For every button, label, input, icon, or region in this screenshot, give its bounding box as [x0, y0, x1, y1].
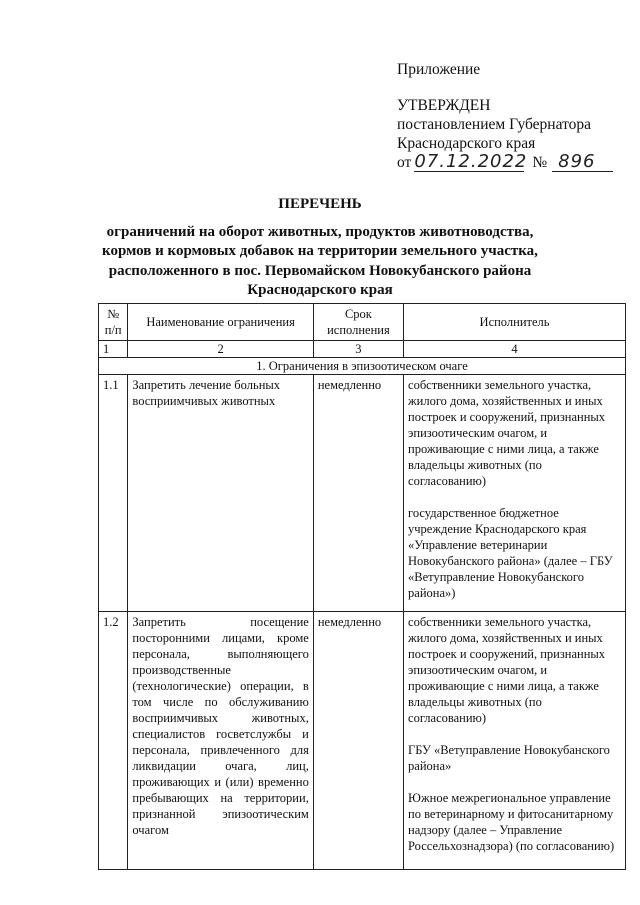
- table-row: [99, 612, 626, 870]
- row-name: Запретить лечение больных восприимчивых животных: [128, 375, 313, 612]
- title-line-3: расположенного в пос. Первомайском Новокубанского района: [108, 262, 532, 279]
- column-number-1: 1: [99, 341, 128, 358]
- row-executors: [404, 612, 626, 870]
- header-term: Срок исполнения: [313, 304, 403, 341]
- title-line-1: ограничений на оборот животных, продуктов животноводства,: [106, 223, 534, 240]
- handwritten-number: 896: [552, 153, 613, 172]
- row-term: немедленно: [313, 375, 403, 612]
- header-executor: Исполнитель: [404, 304, 626, 341]
- executor-item: собственники земельного участка, жилого дома, хозяйственных и иных построек и сооружений, признанных эпизоотическим очагом, и проживающие с ними лица, а также владельцы животных (по согласованию): [408, 378, 606, 488]
- column-number-3: 3: [313, 341, 403, 358]
- table-row: [99, 375, 626, 612]
- document-title: [80, 195, 560, 301]
- approval-line-2: Краснодарского края: [397, 135, 536, 152]
- executor-item: ГБУ «Ветуправление Новокубанского района»: [408, 743, 610, 773]
- restrictions-table: [98, 303, 626, 870]
- title-line-4: Краснодарского края: [247, 282, 393, 298]
- column-number-4: 4: [404, 341, 626, 358]
- title-heading: ПЕРЕЧЕНЬ: [278, 196, 362, 212]
- approval-line-1: постановлением Губернатора: [397, 116, 592, 133]
- row-name: Запретить посещение посторонними лицами, кроме персонала, выполняющего производственные (технологические) операции, в том числе по обслуживанию восприимчивых животных, специалистов госветслужбы и персонала, привлеченного для ликвидации очага, лиц, проживающих и (или) временно пребывающих на территории, признанной эпизоотическим очагом: [128, 612, 313, 870]
- approved-label: УТВЕРЖДЕН: [397, 97, 491, 114]
- header-num: № п/п: [99, 304, 128, 341]
- approval-date-line: [397, 153, 627, 172]
- executor-item: Южное межрегиональное управление по ветеринарному и фитосанитарному надзору (далее – Управление Россельхознадзора) (по согласованию): [408, 791, 615, 853]
- row-num: 1.2: [99, 612, 128, 870]
- table-header-row: [99, 304, 626, 341]
- handwritten-date: 07.12.2022: [414, 151, 528, 172]
- section-title: 1. Ограничения в эпизоотическом очаге: [99, 358, 626, 375]
- executor-item: государственное бюджетное учреждение Краснодарского края «Управление ветеринарии Новокубанского района» (далее – ГБУ «Ветуправление Новокубанского района»): [408, 506, 613, 600]
- column-number-2: 2: [128, 341, 313, 358]
- executor-item: собственники земельного участка, жилого дома, хозяйственных и иных построек и сооружений, признанных эпизоотическим очагом, и проживающие с ними лица, а также владельцы животных (по согласованию): [408, 615, 606, 725]
- row-term: немедленно: [313, 612, 403, 870]
- title-line-2: кормов и кормовых добавок на территории земельного участка,: [102, 243, 538, 259]
- appendix-label: Приложение: [397, 61, 481, 78]
- number-label: №: [532, 154, 548, 171]
- row-num: 1.1: [99, 375, 128, 612]
- approval-block: [397, 60, 627, 172]
- header-name: Наименование ограничения: [128, 304, 313, 341]
- section-row: [99, 358, 626, 375]
- row-executors: [404, 375, 626, 612]
- from-label: от: [397, 154, 412, 171]
- column-number-row: [99, 341, 626, 358]
